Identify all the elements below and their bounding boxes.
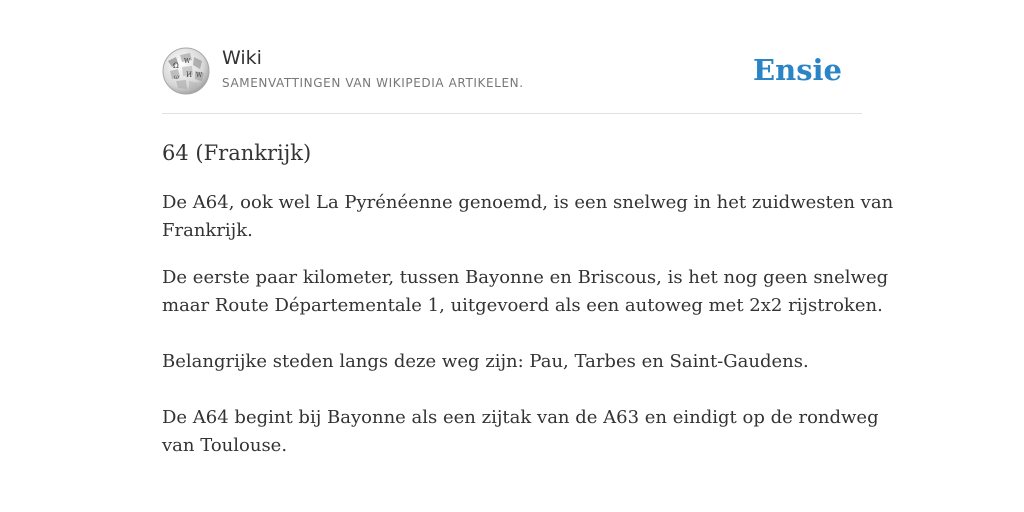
article-paragraph xyxy=(162,189,894,245)
svg-text:И: И xyxy=(186,71,193,79)
svg-text:W: W xyxy=(196,72,203,79)
wikipedia-globe-icon[interactable] xyxy=(162,47,210,95)
paragraph-line: Belangrijke steden langs deze weg zijn: Pau, Tarbes en Saint-Gaudens. xyxy=(162,351,809,372)
svg-text:Ω: Ω xyxy=(173,62,179,70)
site-tagline: SAMENVATTINGEN VAN WIKIPEDIA ARTIKELEN. xyxy=(222,76,524,90)
article xyxy=(162,134,894,460)
paragraph-line: De eerste paar kilometer, tussen Bayonne en Briscous, is het nog geen snelweg xyxy=(162,267,889,288)
article-paragraph xyxy=(162,404,879,460)
svg-text:W: W xyxy=(184,58,191,65)
article-paragraph xyxy=(162,348,862,376)
paragraph-line: maar Route Départementale 1, uitgevoerd als een autoweg met 2x2 rijstroken. xyxy=(162,295,883,316)
svg-text:ω: ω xyxy=(174,74,179,81)
paragraph-line: Frankrijk. xyxy=(162,220,253,241)
brand-logo[interactable]: Ensie xyxy=(753,53,842,87)
site-header xyxy=(162,44,862,114)
paragraph-line: van Toulouse. xyxy=(162,435,288,456)
page-title: 64 (Frankrijk) xyxy=(162,141,312,165)
paragraph-line: De A64 begint bij Bayonne als een zijtak van de A63 en eindigt op de rondweg xyxy=(162,407,879,428)
paragraph-line: De A64, ook wel La Pyrénéenne genoemd, is een snelweg in het zuidwesten van xyxy=(162,192,894,213)
article-paragraph xyxy=(162,264,889,320)
site-name[interactable]: Wiki xyxy=(222,47,262,69)
